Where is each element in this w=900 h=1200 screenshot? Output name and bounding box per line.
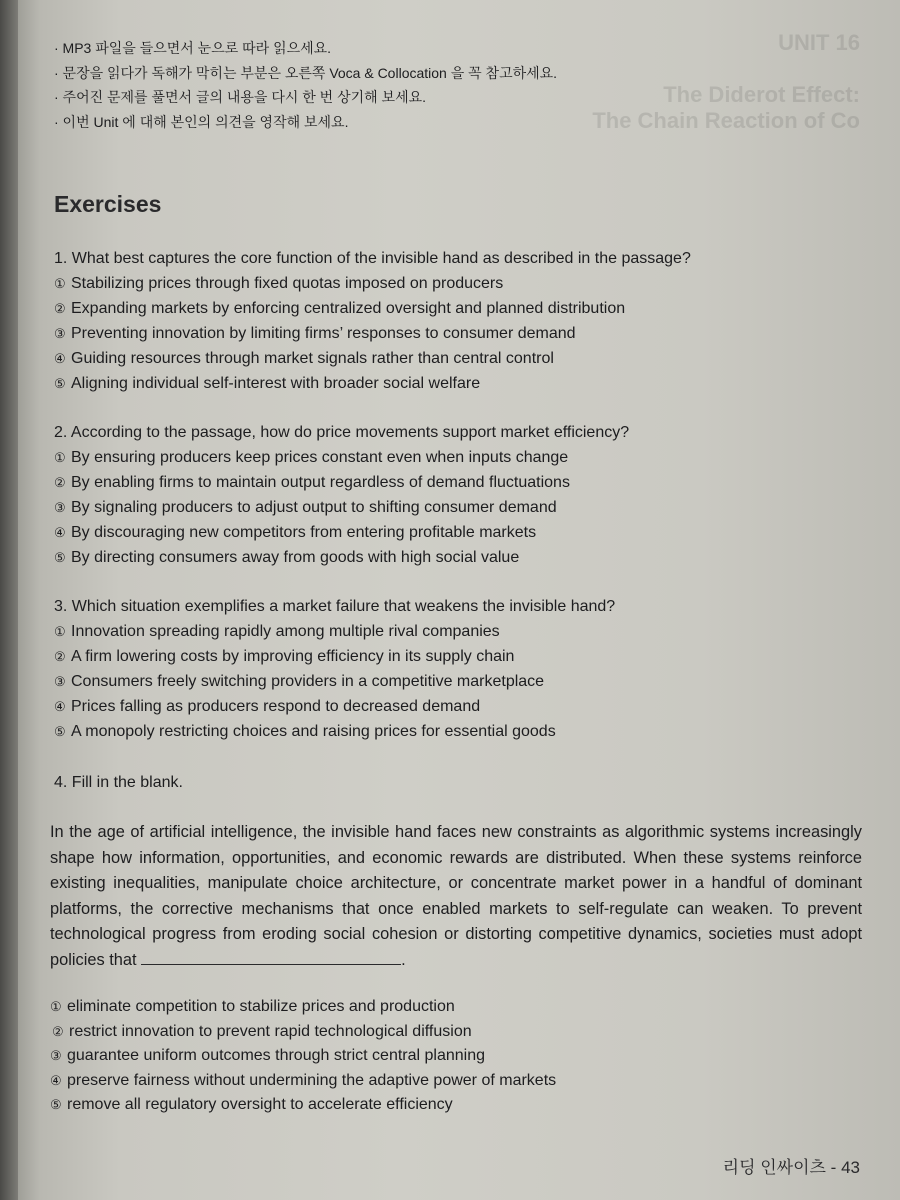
- book-title: 리딩 인싸이츠: [722, 1158, 826, 1177]
- instruction-item: · MP3 파일을 들으면서 눈으로 따라 읽으세요.: [54, 40, 332, 56]
- option-text: guarantee uniform outcomes through strict central planning: [67, 1047, 486, 1064]
- option-marker: ⑤: [54, 376, 66, 391]
- answer-option[interactable]: [54, 619, 615, 644]
- option-text: Innovation spreading rapidly among multiple rival companies: [71, 623, 500, 640]
- option-marker: ④: [50, 1072, 62, 1088]
- instruction-item: · 이번 Unit 에 대해 본인의 의견을 영작해 보세요.: [54, 113, 349, 130]
- book-spine-edge: [0, 0, 18, 1200]
- answer-option[interactable]: [52, 1020, 556, 1045]
- show-through-title: UNIT 16 The Diderot Effect: The Chain Reaction of Co: [592, 30, 860, 133]
- answer-option[interactable]: [54, 346, 691, 371]
- question-1: [54, 246, 691, 396]
- option-marker: ③: [54, 326, 66, 341]
- answer-option[interactable]: [54, 470, 629, 495]
- option-text: By signaling producers to adjust output to shifting consumer demand: [71, 499, 557, 516]
- option-text: Stabilizing prices through fixed quotas imposed on producers: [71, 275, 504, 292]
- passage-text: In the age of artificial intelligence, the invisible hand faces new constraints as algorithmic systems increasingly shape how information, opportunities, and economic rewards are distributed. When these systems reinforce existing inequalities, manipulate choice architecture, or concentrate market power in a handful of dominant platforms, the corrective mechanisms that once enabled markets to self-regulate can weaken. To prevent technological progress from eroding social cohesion or distorting competitive dynamics, societies must adopt policies that: [50, 823, 862, 969]
- option-text: Aligning individual self-interest with broader social welfare: [71, 375, 481, 392]
- option-text: eliminate competition to stabilize prices and production: [67, 998, 455, 1015]
- answer-option[interactable]: [54, 271, 691, 296]
- option-marker: ①: [50, 999, 62, 1014]
- question-4-stem: 4. Fill in the blank.: [54, 774, 183, 791]
- option-text: By directing consumers away from goods with high social value: [71, 549, 520, 566]
- answer-option[interactable]: [50, 1093, 556, 1118]
- answer-option[interactable]: [54, 296, 691, 321]
- instructions-list: [54, 36, 557, 134]
- option-text: Preventing innovation by limiting firms’ responses to consumer demand: [71, 325, 576, 342]
- question-stem: 1. What best captures the core function of the invisible hand as described in the passage?: [54, 250, 691, 267]
- option-marker: ④: [54, 351, 66, 366]
- passage-end: .: [401, 950, 406, 969]
- option-marker: ①: [54, 276, 66, 291]
- page-number: 43: [841, 1158, 860, 1177]
- fill-in-blank-passage: [50, 820, 862, 973]
- answer-option[interactable]: [54, 371, 691, 396]
- answer-option[interactable]: [50, 1044, 556, 1069]
- question-stem: 3. Which situation exemplifies a market failure that weakens the invisible hand?: [54, 598, 616, 615]
- answer-option[interactable]: [50, 1069, 556, 1094]
- option-text: A monopoly restricting choices and raising prices for essential goods: [71, 723, 556, 740]
- answer-option[interactable]: [54, 644, 615, 669]
- option-marker: ③: [54, 500, 66, 515]
- answer-option[interactable]: [54, 445, 629, 470]
- option-marker: ⑤: [50, 1097, 62, 1112]
- option-text: By enabling firms to maintain output regardless of demand fluctuations: [71, 474, 570, 491]
- option-text: Expanding markets by enforcing centralized oversight and planned distribution: [71, 300, 626, 317]
- page-footer: [723, 1153, 860, 1178]
- answer-option[interactable]: [54, 321, 691, 346]
- exercises-heading: Exercises: [54, 191, 162, 217]
- option-marker: ②: [54, 475, 66, 490]
- answer-option[interactable]: [54, 545, 629, 570]
- option-text: A firm lowering costs by improving efficiency in its supply chain: [71, 648, 515, 665]
- instruction-item: · 문장을 읽다가 독해가 막히는 부분은 오른쪽 Voca & Collocation 을 꼭 참고하세요.: [54, 64, 558, 81]
- option-text: remove all regulatory oversight to accelerate efficiency: [67, 1096, 453, 1113]
- option-marker: ③: [54, 674, 66, 689]
- option-text: restrict innovation to prevent rapid technological diffusion: [69, 1022, 472, 1040]
- answer-option[interactable]: [54, 694, 615, 719]
- option-text: By discouraging new competitors from entering profitable markets: [71, 524, 537, 541]
- option-text: By ensuring producers keep prices constant even when inputs change: [71, 449, 569, 466]
- option-text: Prices falling as producers respond to decreased demand: [71, 698, 481, 715]
- question-3: [54, 594, 615, 744]
- answer-option[interactable]: [54, 719, 615, 744]
- instruction-item: · 주어진 문제를 풀면서 글의 내용을 다시 한 번 상기해 보세요.: [54, 89, 427, 105]
- option-marker: ④: [54, 699, 66, 714]
- option-marker: ⑤: [54, 724, 66, 739]
- answer-option[interactable]: [50, 995, 556, 1020]
- option-marker: ①: [54, 450, 66, 465]
- option-text: preserve fairness without undermining the adaptive power of markets: [67, 1071, 557, 1089]
- question-4-options: [50, 995, 556, 1118]
- answer-option[interactable]: [54, 495, 629, 520]
- option-marker: ②: [54, 301, 66, 316]
- answer-option[interactable]: [54, 669, 615, 694]
- question-2: [54, 420, 629, 570]
- option-marker: ④: [54, 525, 66, 540]
- answer-blank[interactable]: [141, 952, 401, 965]
- footer-separator: -: [830, 1158, 837, 1177]
- question-stem: 2. According to the passage, how do price movements support market efficiency?: [54, 424, 630, 441]
- option-marker: ③: [50, 1048, 62, 1063]
- option-marker: ②: [54, 649, 66, 664]
- option-text: Guiding resources through market signals rather than central control: [71, 350, 554, 367]
- option-marker: ②: [52, 1023, 64, 1039]
- option-marker: ①: [54, 624, 66, 639]
- option-marker: ⑤: [54, 550, 66, 565]
- answer-option[interactable]: [54, 520, 629, 545]
- option-text: Consumers freely switching providers in a competitive marketplace: [71, 673, 545, 690]
